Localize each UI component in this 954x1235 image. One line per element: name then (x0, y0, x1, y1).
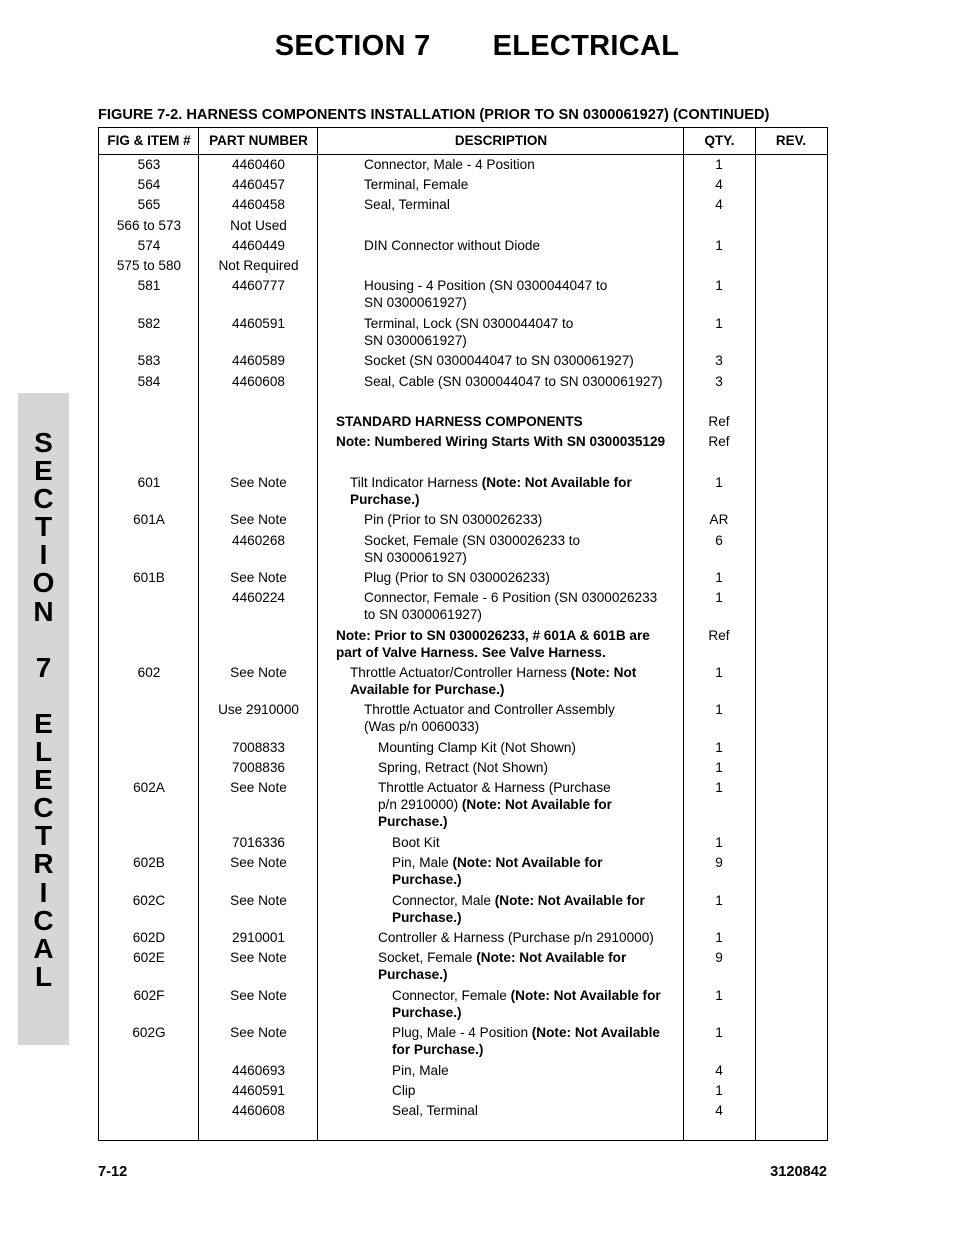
description-cell (392, 854, 681, 888)
part-number-cell: See Note (230, 1025, 287, 1040)
description-text: Boot Kit (392, 835, 440, 850)
qty-cell: 1 (715, 988, 723, 1003)
description-cell (364, 589, 681, 623)
description-cell (364, 315, 681, 349)
description-text: (Was p/n 0060033) (364, 719, 480, 734)
part-number-cell: 4460589 (232, 353, 285, 368)
qty-cell: 1 (715, 590, 723, 605)
fig-item-cell: 575 to 580 (116, 258, 182, 273)
description-text: Tilt Indicator Harness (350, 475, 482, 490)
part-number-cell: 2910001 (232, 930, 285, 945)
description-text: Seal, Terminal (392, 1103, 478, 1118)
description-cell (364, 277, 681, 311)
description-text: SN 0300061927) (364, 333, 467, 348)
description-text: SN 0300061927) (364, 295, 467, 310)
description-text: Connector, Male - 4 Position (364, 157, 535, 172)
description-cell (392, 892, 681, 926)
section-name: ELECTRICAL (492, 30, 680, 62)
qty-cell: 1 (715, 835, 723, 850)
description-text: Seal, Terminal (364, 197, 450, 212)
fig-item-cell: 602G (132, 1025, 166, 1040)
part-number-cell: 4460268 (232, 533, 285, 548)
description-text: Terminal, Female (364, 177, 469, 192)
description-text: STANDARD HARNESS COMPONENTS (336, 414, 583, 429)
part-number-cell: See Note (230, 780, 287, 795)
qty-cell: 4 (715, 197, 723, 212)
description-text: (Note: Not (570, 665, 637, 680)
side-tab-letter: 7 (35, 651, 52, 683)
description-text: Socket (SN 0300044047 to SN 0300061927) (364, 353, 634, 368)
description-text: Connector, Male (392, 893, 495, 908)
description-text: SN 0300061927) (364, 550, 467, 565)
qty-cell: Ref (708, 434, 730, 449)
side-tab-letter: E (34, 707, 53, 739)
part-number-cell: See Note (230, 950, 287, 965)
qty-cell: 3 (715, 353, 723, 368)
side-tab-letter: L (34, 960, 53, 992)
fig-item-cell: 584 (137, 374, 161, 389)
description-cell (364, 569, 681, 586)
description-text: Clip (392, 1083, 416, 1098)
description-cell (364, 196, 681, 213)
part-number-cell: 4460608 (232, 374, 285, 389)
description-text: DIN Connector without Diode (364, 238, 541, 253)
description-cell (378, 779, 681, 830)
description-text: Mounting Clamp Kit (Not Shown) (378, 740, 576, 755)
side-tab-letter: O (32, 567, 55, 599)
description-text: for Purchase.) (392, 1042, 484, 1057)
fig-item-cell: 601A (133, 512, 165, 527)
qty-cell: 1 (715, 760, 723, 775)
description-text: Pin (Prior to SN 0300026233) (364, 512, 543, 527)
part-number-cell: See Note (230, 893, 287, 908)
description-text: (Note: Not Available (531, 1025, 660, 1040)
qty-cell: 9 (715, 950, 723, 965)
side-tab-letter: C (33, 483, 54, 515)
description-cell (378, 759, 681, 776)
part-number-cell: 4460591 (232, 1083, 285, 1098)
description-text: Plug, Male - 4 Position (392, 1025, 532, 1040)
fig-item-cell: 583 (137, 353, 161, 368)
side-tab-letter: E (34, 764, 53, 796)
section-number: SECTION 7 (274, 30, 431, 62)
side-tab-letter: A (33, 932, 54, 964)
fig-item-cell: 582 (137, 316, 161, 331)
fig-item-cell: 565 (137, 197, 161, 212)
fig-item-cell: 566 to 573 (116, 218, 182, 233)
qty-cell: 1 (715, 702, 723, 717)
qty-cell: 1 (715, 1025, 723, 1040)
description-text: (Note: Not Available for (481, 475, 632, 490)
qty-cell: 4 (715, 177, 723, 192)
fig-item-cell: 581 (137, 278, 161, 293)
description-cell (364, 701, 681, 735)
part-number-cell: 4460458 (232, 197, 285, 212)
description-text: Purchase.) (378, 814, 448, 829)
qty-cell: 6 (715, 533, 723, 548)
description-cell (378, 929, 681, 946)
side-tab-letter: S (34, 427, 53, 458)
part-number-cell: 4460777 (232, 278, 285, 293)
description-text: Note: Prior to SN 0300026233, # 601A & 601B are (336, 628, 650, 643)
description-cell (364, 532, 681, 566)
section-side-tab (18, 393, 69, 1045)
fig-item-cell: 602C (132, 893, 166, 908)
fig-item-cell: 601B (133, 570, 165, 585)
part-number-cell: 7008833 (232, 740, 285, 755)
side-tab-letter: E (34, 455, 53, 487)
side-tab-letter: N (33, 595, 54, 627)
part-number-cell: 4460224 (232, 590, 285, 605)
qty-cell: 1 (715, 893, 723, 908)
fig-item-cell: 602D (132, 930, 166, 945)
description-text: Socket, Female (378, 950, 477, 965)
fig-item-cell: 602B (133, 855, 165, 870)
description-cell (350, 474, 681, 508)
part-number-cell: See Note (230, 570, 287, 585)
description-text: Controller & Harness (Purchase p/n 2910000) (378, 930, 654, 945)
description-cell (392, 1062, 681, 1079)
part-number-cell: See Note (230, 665, 287, 680)
description-cell (336, 433, 681, 450)
description-text: Throttle Actuator/Controller Harness (350, 665, 571, 680)
description-cell (336, 413, 681, 430)
description-text: Purchase.) (378, 967, 448, 982)
side-tab-letters (18, 429, 69, 991)
qty-cell: 1 (715, 475, 723, 490)
description-cell (364, 352, 681, 369)
part-number-cell: See Note (230, 475, 287, 490)
fig-item-cell: 563 (137, 157, 161, 172)
description-text: Socket, Female (SN 0300026233 to (364, 533, 581, 548)
description-text: (Note: Not Available for (452, 855, 603, 870)
description-text: (Note: Not Available for (461, 797, 612, 812)
fig-item-cell: 574 (137, 238, 161, 253)
description-text: (Note: Not Available for (476, 950, 627, 965)
document-number: 3120842 (770, 1164, 827, 1180)
description-text: Connector, Female (392, 988, 511, 1003)
description-text: Note: Numbered Wiring Starts With SN 0300035129 (336, 434, 666, 449)
qty-cell: 1 (715, 316, 723, 331)
description-text: Connector, Female - 6 Position (SN 0300026233 (364, 590, 658, 605)
qty-cell: 1 (715, 780, 723, 795)
fig-item-cell: 602F (133, 988, 165, 1003)
description-cell (364, 237, 681, 254)
part-number-cell: 7016336 (232, 835, 285, 850)
description-cell (392, 1082, 681, 1099)
qty-cell: 1 (715, 570, 723, 585)
qty-cell: 3 (715, 374, 723, 389)
description-text: Purchase.) (392, 1005, 462, 1020)
qty-cell: Ref (708, 414, 730, 429)
part-number-cell: Use 2910000 (218, 702, 299, 717)
description-cell (364, 156, 681, 173)
qty-cell: 4 (715, 1103, 723, 1118)
description-text: Throttle Actuator and Controller Assembly (364, 702, 615, 717)
description-cell (364, 176, 681, 193)
side-tab-letter: R (33, 848, 54, 880)
fig-item-cell: 602A (133, 780, 165, 795)
qty-cell: 9 (715, 855, 723, 870)
fig-item-cell: 602 (137, 665, 161, 680)
part-number-cell: 4460693 (232, 1063, 285, 1078)
description-text: Pin, Male (392, 855, 453, 870)
description-text: Seal, Cable (SN 0300044047 to SN 0300061927) (364, 374, 663, 389)
side-tab-letter: L (34, 736, 53, 768)
description-text: Housing - 4 Position (SN 0300044047 to (364, 278, 608, 293)
qty-cell: 1 (715, 278, 723, 293)
col-qty: QTY. (704, 133, 735, 148)
description-text: (Note: Not Available for (510, 988, 661, 1003)
table-header (98, 127, 828, 155)
description-text: (Note: Not Available for (494, 893, 645, 908)
description-text: Spring, Retract (Not Shown) (378, 760, 548, 775)
description-text: Throttle Actuator & Harness (Purchase (378, 780, 611, 795)
description-cell (364, 511, 681, 528)
figure-title: FIGURE 7-2. HARNESS COMPONENTS INSTALLATION (PRIOR TO SN 0300061927) (CONTINUED) (98, 107, 770, 123)
description-text: Purchase.) (392, 910, 462, 925)
description-cell (378, 949, 681, 983)
part-number-cell: 4460449 (232, 238, 285, 253)
side-tab-letter: T (34, 511, 53, 543)
qty-cell: 4 (715, 1063, 723, 1078)
side-tab-letter: C (33, 792, 54, 824)
description-text: Terminal, Lock (SN 0300044047 to (364, 316, 574, 331)
col-fig-item: FIG & ITEM # (107, 133, 191, 148)
part-number-cell: 4460457 (232, 177, 285, 192)
part-number-cell: 7008836 (232, 760, 285, 775)
description-text: p/n 2910000) (378, 797, 462, 812)
part-number-cell: Not Required (218, 258, 299, 273)
description-text: Purchase.) (350, 492, 420, 507)
description-cell (364, 373, 681, 390)
side-tab-letter: C (33, 904, 54, 936)
col-part-number: PART NUMBER (209, 133, 308, 148)
description-cell (392, 834, 681, 851)
fig-item-cell: 564 (137, 177, 161, 192)
qty-cell: 1 (715, 930, 723, 945)
side-tab-letter: T (34, 820, 53, 852)
description-text: Pin, Male (392, 1063, 449, 1078)
qty-cell: 1 (715, 157, 723, 172)
qty-cell: AR (709, 512, 729, 527)
description-cell (350, 664, 681, 698)
part-number-cell: See Note (230, 855, 287, 870)
qty-cell: 1 (715, 665, 723, 680)
qty-cell: 1 (715, 740, 723, 755)
part-number-cell: See Note (230, 512, 287, 527)
qty-cell: 1 (715, 238, 723, 253)
fig-item-cell: 602E (133, 950, 165, 965)
description-text: Purchase.) (392, 872, 462, 887)
qty-cell: Ref (708, 628, 730, 643)
description-cell (392, 1102, 681, 1119)
qty-cell: 1 (715, 1083, 723, 1098)
part-number-cell: Not Used (230, 218, 287, 233)
description-cell (378, 739, 681, 756)
section-title (0, 30, 954, 63)
side-tab-letter: I (39, 876, 48, 908)
description-cell (392, 987, 681, 1021)
description-cell (336, 627, 681, 661)
description-text: Plug (Prior to SN 0300026233) (364, 570, 550, 585)
col-rev: REV. (775, 133, 807, 148)
side-tab-letter: I (39, 539, 48, 571)
page-number: 7-12 (98, 1164, 128, 1180)
description-cell (392, 1024, 681, 1058)
column-divider (755, 154, 756, 1140)
description-text: to SN 0300061927) (364, 607, 482, 622)
parts-table (98, 154, 828, 1141)
part-number-cell: See Note (230, 988, 287, 1003)
part-number-cell: 4460608 (232, 1103, 285, 1118)
fig-item-cell: 601 (137, 475, 161, 490)
part-number-cell: 4460591 (232, 316, 285, 331)
col-description: DESCRIPTION (454, 133, 548, 148)
part-number-cell: 4460460 (232, 157, 285, 172)
description-text: Available for Purchase.) (350, 682, 505, 697)
description-text: part of Valve Harness. See Valve Harness. (336, 645, 606, 660)
